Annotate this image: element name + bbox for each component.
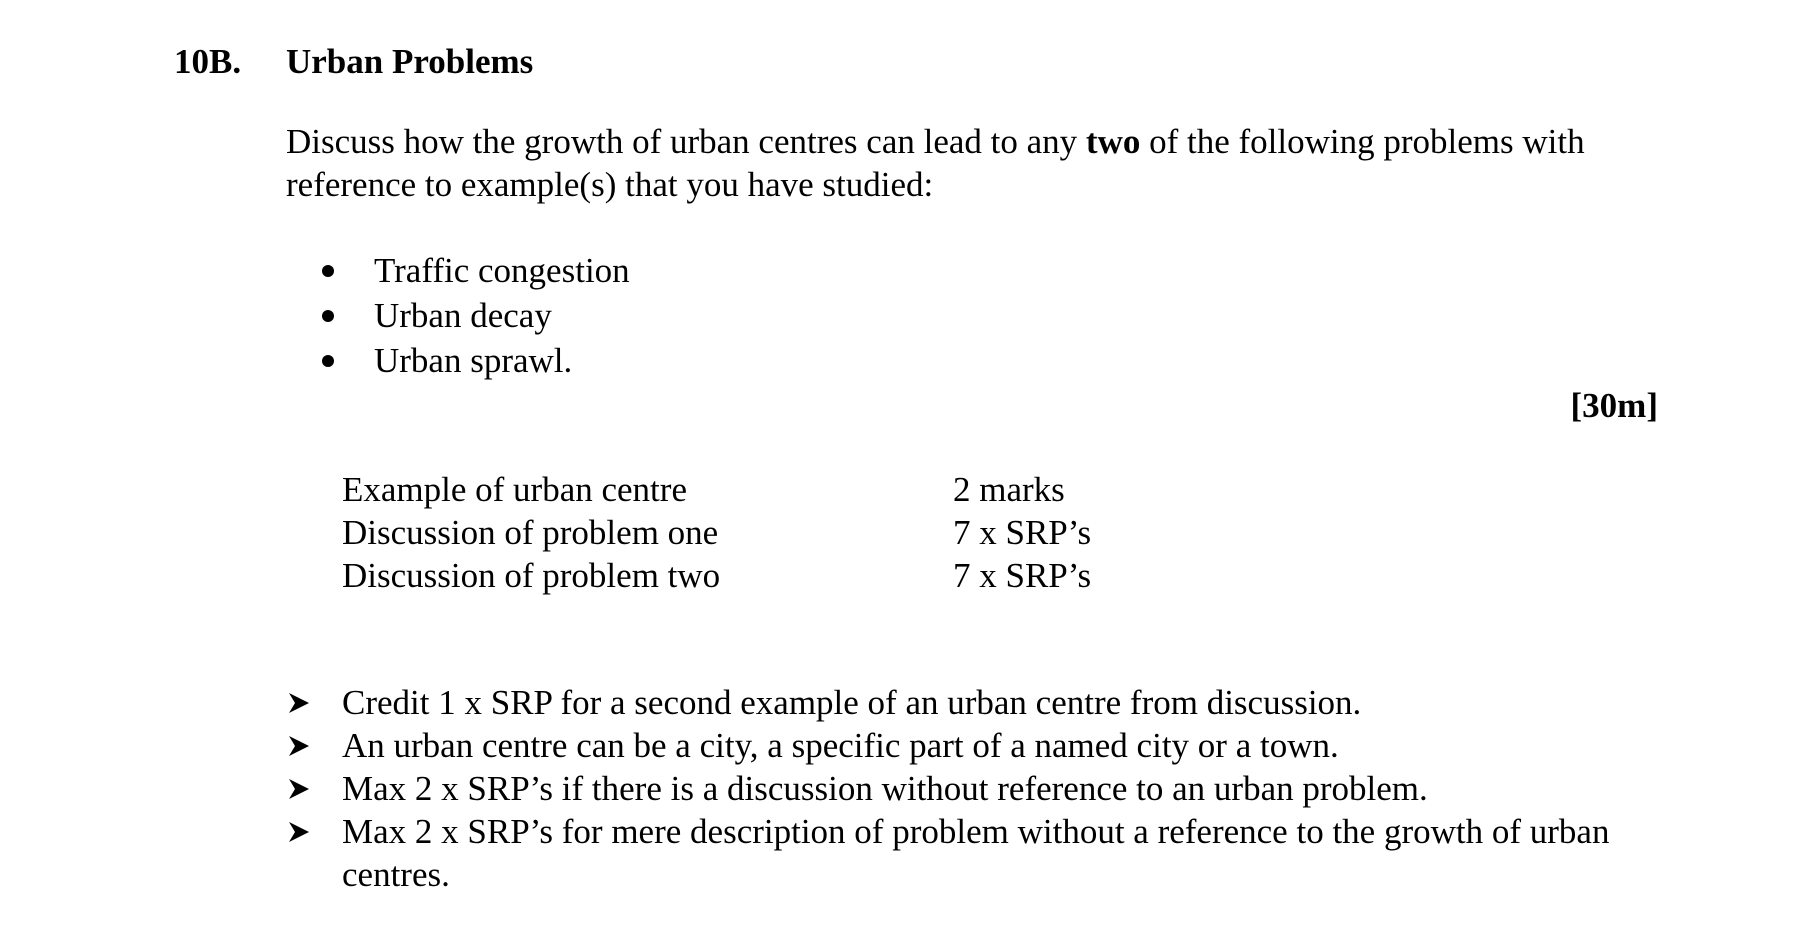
option-label: Urban decay bbox=[374, 296, 552, 335]
bullet-icon bbox=[322, 310, 334, 322]
marking-notes-list bbox=[0, 681, 1682, 896]
intro-text-end: of the following problems with bbox=[1140, 122, 1585, 161]
question-intro bbox=[286, 120, 1696, 206]
question-number: 10B. bbox=[174, 42, 242, 81]
intro-text-start: Discuss how the growth of urban centres can lead to any bbox=[286, 122, 1086, 161]
note-text: Max 2 x SRP’s if there is a discussion without reference to an urban problem. bbox=[342, 769, 1428, 808]
scheme-label: Discussion of problem one bbox=[342, 513, 719, 552]
list-item bbox=[0, 681, 1682, 724]
list-item bbox=[0, 810, 1682, 896]
option-label: Urban sprawl. bbox=[374, 341, 573, 380]
note-text: Credit 1 x SRP for a second example of an urban centre from discussion. bbox=[342, 683, 1362, 722]
note-text: An urban centre can be a city, a specific part of a named city or a town. bbox=[342, 726, 1339, 765]
scheme-value: 7 x SRP’s bbox=[953, 556, 1092, 595]
scheme-label: Example of urban centre bbox=[342, 470, 687, 509]
list-item bbox=[0, 724, 1682, 767]
bullet-icon bbox=[322, 355, 334, 367]
arrowhead-icon bbox=[287, 777, 311, 801]
question-intro-line-2: reference to example(s) that you have studied: bbox=[286, 165, 934, 204]
question-title: Urban Problems bbox=[286, 42, 534, 81]
scheme-value: 2 marks bbox=[953, 470, 1065, 509]
list-item bbox=[0, 767, 1682, 810]
scheme-label: Discussion of problem two bbox=[342, 556, 721, 595]
arrowhead-icon bbox=[287, 820, 311, 844]
note-text: Max 2 x SRP’s for mere description of problem without a reference to the growth of urban centres. bbox=[342, 812, 1610, 894]
arrowhead-icon bbox=[287, 734, 311, 758]
option-label: Traffic congestion bbox=[374, 251, 630, 290]
question-intro-line-1 bbox=[286, 120, 1696, 163]
arrowhead-icon bbox=[287, 691, 311, 715]
bullet-icon bbox=[322, 265, 334, 277]
total-marks: [30m] bbox=[1570, 386, 1658, 425]
scheme-value: 7 x SRP’s bbox=[953, 513, 1092, 552]
intro-emphasis: two bbox=[1085, 122, 1141, 161]
